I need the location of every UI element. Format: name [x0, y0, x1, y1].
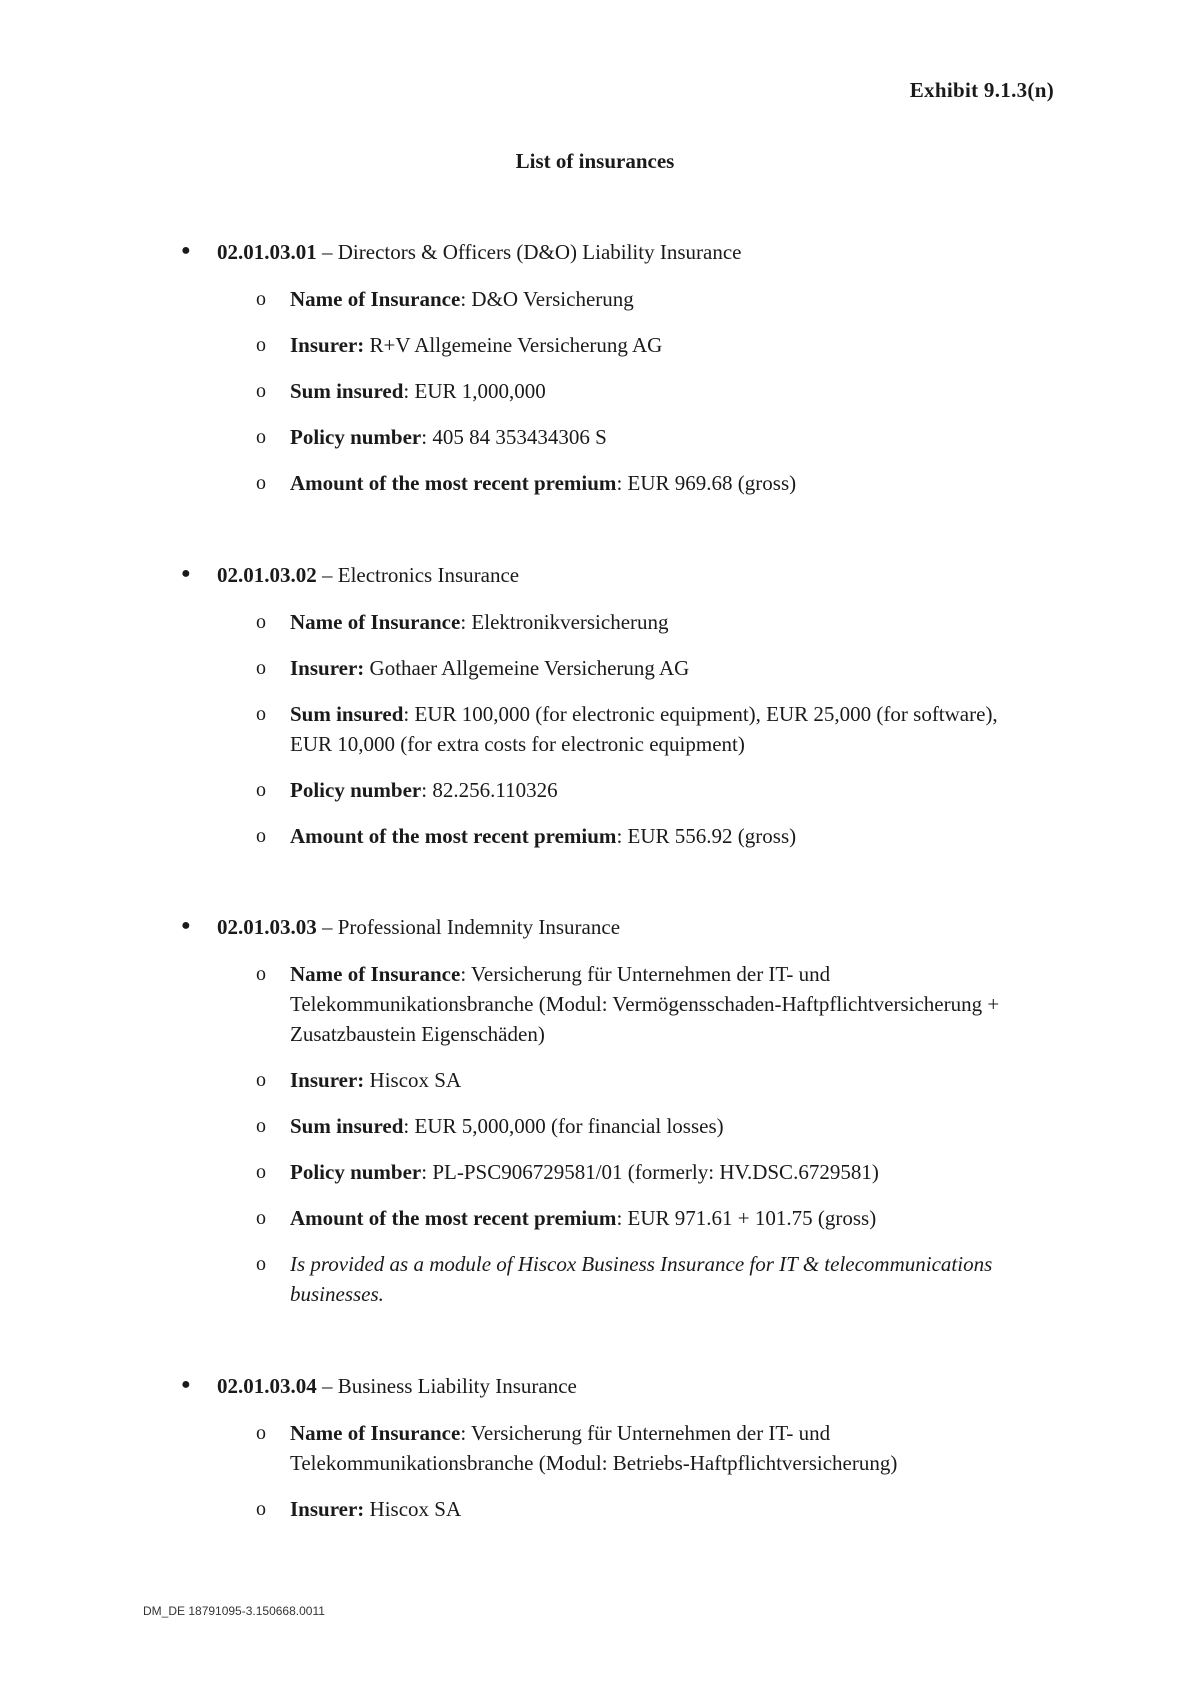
circle-bullet-icon: o [256, 963, 266, 985]
item-value: EUR 5,000,000 (for financial losses) [414, 1114, 724, 1138]
item-label: Policy number [290, 778, 422, 802]
circle-bullet-icon: o [256, 288, 266, 310]
circle-bullet-icon: o [256, 1207, 266, 1229]
item-value: EUR 100,000 (for electronic equipment), EUR 25,000 (for software), EUR 10,000 (for extra costs for electronic equipment) [290, 702, 998, 756]
circle-bullet-icon: o [256, 1161, 266, 1183]
item-label: Sum insured [290, 1114, 404, 1138]
item-value: EUR 556.92 (gross) [627, 824, 797, 848]
item-label: Name of Insurance [290, 1421, 461, 1445]
item-note: Is provided as a module of Hiscox Business Insurance for IT & telecommunications businesses. [290, 1252, 993, 1306]
item-value: Elektronikversicherung [471, 610, 669, 634]
circle-bullet-icon: o [256, 1498, 266, 1520]
item-separator: : [616, 471, 628, 495]
circle-bullet-icon: o [256, 611, 266, 633]
item-label: Insurer: [290, 333, 365, 357]
circle-bullet-icon: o [256, 1069, 266, 1091]
section-separator: – [316, 563, 338, 587]
circle-bullet-icon: o [256, 426, 266, 448]
circle-bullet-icon: o [256, 1422, 266, 1444]
item-value: D&O Versicherung [471, 287, 634, 311]
circle-bullet-icon: o [256, 779, 266, 801]
item-separator: : [460, 287, 472, 311]
bullet-icon: ● [181, 242, 191, 259]
item-value: Versicherung für Unternehmen der IT- und Telekommunikationsbranche (Modul: Betriebs-Haftpflichtversicherung) [290, 1421, 898, 1475]
item-label: Amount of the most recent premium [290, 824, 617, 848]
section-title: Electronics Insurance [337, 563, 520, 587]
circle-bullet-icon: o [256, 825, 266, 847]
section-title: Professional Indemnity Insurance [337, 915, 621, 939]
item-separator: : [616, 1206, 628, 1230]
page-title: List of insurances [515, 149, 675, 173]
circle-bullet-icon: o [256, 472, 266, 494]
item-separator: : [403, 1114, 415, 1138]
item-separator: : [460, 610, 472, 634]
item-label: Insurer: [290, 656, 365, 680]
item-value: EUR 1,000,000 [414, 379, 546, 403]
item-separator: : [403, 702, 415, 726]
document-id: DM_DE 18791095-3.150668.0011 [143, 1604, 325, 1618]
section-code: 02.01.03.04 [217, 1374, 317, 1398]
item-value: Hiscox SA [369, 1068, 462, 1092]
item-value: EUR 969.68 (gross) [627, 471, 797, 495]
circle-bullet-icon: o [256, 703, 266, 725]
item-label: Insurer: [290, 1068, 365, 1092]
bullet-icon: ● [181, 917, 191, 934]
item-label: Name of Insurance [290, 610, 461, 634]
circle-bullet-icon: o [256, 380, 266, 402]
item-separator: : [403, 379, 415, 403]
item-label: Name of Insurance [290, 962, 461, 986]
section-separator: – [316, 915, 338, 939]
item-value: Hiscox SA [369, 1497, 462, 1521]
bullet-icon: ● [181, 565, 191, 582]
item-value: Gothaer Allgemeine Versicherung AG [369, 656, 690, 680]
item-value: R+V Allgemeine Versicherung AG [369, 333, 663, 357]
section-code: 02.01.03.01 [217, 240, 317, 264]
item-value: Versicherung für Unternehmen der IT- und Telekommunikationsbranche (Modul: Vermögensschaden-Haftpflichtversicherung + Zusatzbaustein Eigenschäden) [290, 962, 1000, 1046]
section-code: 02.01.03.02 [217, 563, 317, 587]
item-label: Insurer: [290, 1497, 365, 1521]
circle-bullet-icon: o [256, 657, 266, 679]
section-separator: – [316, 1374, 338, 1398]
item-label: Sum insured [290, 379, 404, 403]
item-separator: : [421, 778, 433, 802]
bullet-icon: ● [181, 1376, 191, 1393]
item-separator: : [421, 425, 433, 449]
item-value: 405 84 353434306 S [432, 425, 607, 449]
item-value: PL-PSC906729581/01 (formerly: HV.DSC.6729581) [432, 1160, 879, 1184]
section-code: 02.01.03.03 [217, 915, 317, 939]
item-label: Sum insured [290, 702, 404, 726]
item-label: Name of Insurance [290, 287, 461, 311]
item-separator: : [460, 1421, 472, 1445]
circle-bullet-icon: o [256, 1253, 266, 1275]
item-value: EUR 971.61 + 101.75 (gross) [627, 1206, 877, 1230]
item-label: Amount of the most recent premium [290, 1206, 617, 1230]
item-label: Policy number [290, 1160, 422, 1184]
item-value: 82.256.110326 [432, 778, 558, 802]
section-separator: – [316, 240, 338, 264]
item-separator: : [616, 824, 628, 848]
circle-bullet-icon: o [256, 334, 266, 356]
item-separator: : [460, 962, 472, 986]
item-label: Policy number [290, 425, 422, 449]
item-separator: : [421, 1160, 433, 1184]
exhibit-number: Exhibit 9.1.3(n) [909, 78, 1054, 102]
section-title: Directors & Officers (D&O) Liability Insurance [337, 240, 742, 264]
section-title: Business Liability Insurance [337, 1374, 577, 1398]
item-label: Amount of the most recent premium [290, 471, 617, 495]
circle-bullet-icon: o [256, 1115, 266, 1137]
